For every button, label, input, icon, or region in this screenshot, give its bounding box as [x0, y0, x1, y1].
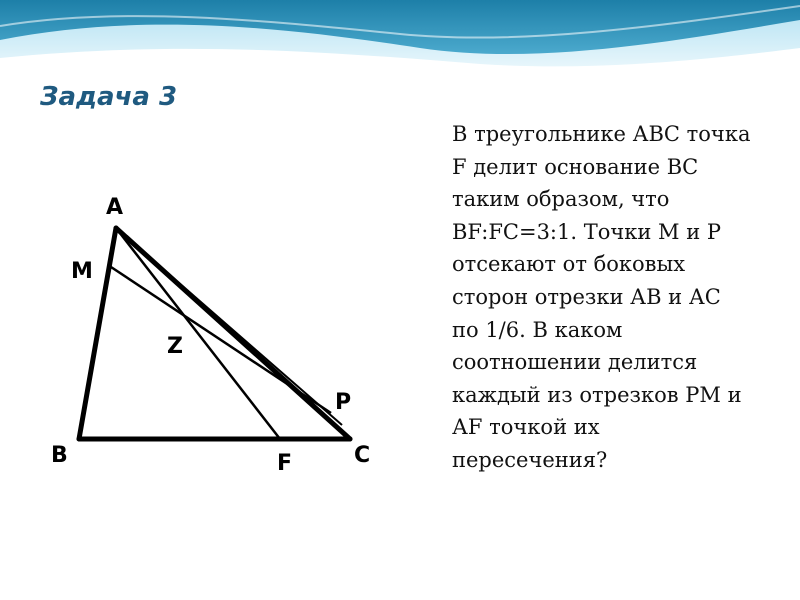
label-z: Z	[167, 334, 183, 359]
label-f: F	[277, 451, 293, 476]
segment-af	[116, 228, 280, 439]
segment-ap-overlay	[116, 228, 342, 425]
triangle-diagram	[33, 183, 393, 478]
label-c: C	[354, 443, 371, 468]
label-a: A	[106, 195, 124, 220]
label-p: P	[335, 390, 352, 415]
label-b: B	[51, 443, 68, 468]
slide-title: Задача 3	[40, 82, 178, 112]
segment-mp	[111, 267, 331, 413]
problem-text: В треугольнике АВС точка F делит основание ВС таким образом, что BF:FC=3:1. Точки М и Р отсекают от боковых сторон отрезки АВ и АС по 1/6. В каком соотношении делится каждый из отрезков РМ и АF точкой их пересечения?	[452, 122, 751, 472]
header-wave-decoration	[0, 0, 800, 70]
triangle-figure	[33, 183, 393, 478]
label-m: M	[71, 259, 93, 284]
